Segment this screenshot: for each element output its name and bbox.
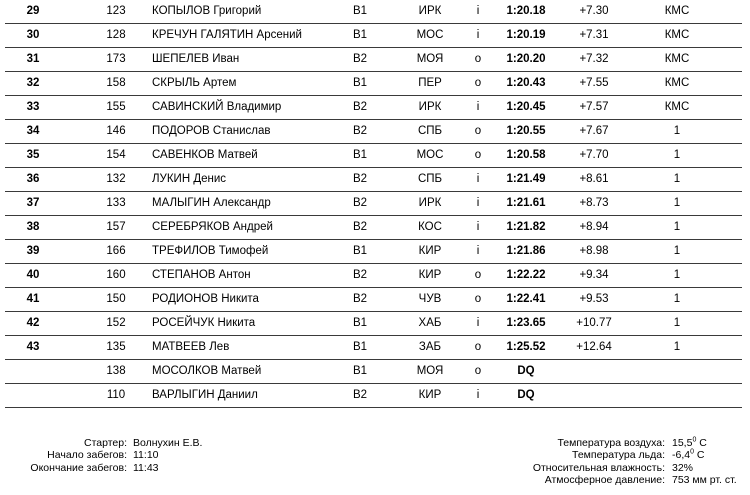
cell-bib: 150	[106, 293, 126, 305]
cell-time: 1:21.61	[506, 197, 546, 209]
cell-region: ЗАБ	[418, 341, 442, 353]
table-row	[0, 192, 750, 216]
cell-time: 1:21.86	[506, 245, 546, 257]
table-row	[0, 96, 750, 120]
footer-value: 753 мм рт. ст.	[672, 474, 737, 487]
cell-time: 1:20.43	[506, 77, 546, 89]
cell-name: КРЕЧУН ГАЛЯТИН Арсений	[152, 29, 302, 41]
cell-time: 1:20.55	[506, 125, 546, 137]
cell-qualification: КМС	[664, 5, 690, 17]
row-separator	[5, 407, 742, 408]
cell-rank: 30	[26, 29, 40, 41]
cell-name: ВАРЛЫГИН Даниил	[152, 389, 258, 401]
table-row	[0, 48, 750, 72]
cell-lane: o	[474, 77, 482, 89]
cell-group: B2	[352, 269, 368, 281]
footer-value-number: -6,4	[672, 449, 691, 462]
cell-name: СЕРЕБРЯКОВ Андрей	[152, 221, 273, 233]
cell-bib: 128	[106, 29, 126, 41]
cell-time: 1:25.52	[506, 341, 546, 353]
cell-rank: 42	[26, 317, 40, 329]
cell-region: КИР	[418, 269, 442, 281]
footer-value: 32%	[672, 461, 694, 474]
cell-qualification: 1	[673, 341, 681, 353]
cell-lane: o	[474, 365, 482, 377]
cell-diff: +7.32	[579, 53, 609, 65]
footer-label: Относительная влажность:	[532, 461, 665, 474]
cell-group: B1	[352, 29, 368, 41]
footer-value-unit: C	[694, 449, 705, 462]
cell-group: B2	[352, 125, 368, 137]
cell-bib: 158	[106, 77, 126, 89]
cell-lane: i	[476, 221, 480, 233]
cell-rank: 38	[26, 221, 40, 233]
cell-time: 1:22.41	[506, 293, 546, 305]
cell-lane: i	[476, 389, 480, 401]
cell-region: СПБ	[417, 125, 443, 137]
cell-time: 1:21.49	[506, 173, 546, 185]
cell-lane: o	[474, 269, 482, 281]
table-row	[0, 72, 750, 96]
cell-region: КИР	[418, 245, 442, 257]
cell-bib: 138	[106, 365, 126, 377]
cell-qualification: 1	[673, 245, 681, 257]
table-row	[0, 360, 750, 384]
cell-qualification: 1	[673, 221, 681, 233]
cell-diff	[570, 360, 618, 383]
cell-qualification: КМС	[664, 77, 690, 89]
cell-rank	[18, 360, 48, 383]
table-row	[0, 288, 750, 312]
footer-value: Волнухин Е.В.	[133, 437, 203, 449]
cell-name: РОДИОНОВ Никита	[152, 293, 259, 305]
cell-rank: 37	[26, 197, 40, 209]
table-row	[0, 0, 750, 24]
cell-diff: +7.70	[579, 149, 609, 161]
cell-lane: o	[474, 149, 482, 161]
cell-group: B1	[352, 245, 368, 257]
table-row	[0, 336, 750, 360]
footer-label: Температура воздуха:	[557, 437, 665, 449]
cell-time: 1:20.45	[506, 101, 546, 113]
cell-region: МОС	[416, 29, 444, 41]
cell-name: МОСОЛКОВ Матвей	[152, 365, 262, 377]
cell-diff	[570, 384, 618, 407]
cell-lane: i	[476, 29, 480, 41]
cell-name: ЛУКИН Денис	[152, 173, 227, 185]
cell-bib: 154	[106, 149, 126, 161]
cell-region: МОЯ	[416, 365, 444, 377]
cell-time: 1:21.82	[506, 221, 546, 233]
footer-value: 11:43	[133, 461, 159, 474]
cell-group: B2	[352, 197, 368, 209]
cell-region: СПБ	[417, 173, 443, 185]
cell-qualification: 1	[673, 197, 681, 209]
cell-diff: +7.30	[579, 5, 609, 17]
footer-value-number: 15,5	[672, 437, 693, 449]
cell-bib: 123	[106, 5, 126, 17]
cell-bib: 173	[106, 53, 126, 65]
cell-region: КИР	[418, 389, 442, 401]
table-row	[0, 264, 750, 288]
cell-time: 1:22.22	[506, 269, 546, 281]
cell-diff: +8.73	[579, 197, 609, 209]
cell-region: ИРК	[418, 5, 442, 17]
cell-time: 1:20.19	[506, 29, 546, 41]
cell-name: РОСЕЙЧУК Никита	[152, 317, 256, 329]
cell-time: DQ	[517, 389, 535, 401]
cell-qualification: КМС	[664, 53, 690, 65]
cell-name: ТРЕФИЛОВ Тимофей	[152, 245, 269, 257]
cell-rank: 31	[26, 53, 40, 65]
cell-lane: i	[476, 245, 480, 257]
table-row	[0, 240, 750, 264]
cell-diff: +7.31	[579, 29, 609, 41]
cell-time: 1:23.65	[506, 317, 546, 329]
cell-diff: +12.64	[576, 341, 612, 353]
cell-diff: +9.34	[579, 269, 609, 281]
cell-region: ИРК	[418, 197, 442, 209]
cell-bib: 157	[106, 221, 126, 233]
cell-rank: 34	[26, 125, 40, 137]
cell-qualification	[648, 360, 706, 383]
cell-lane: o	[474, 53, 482, 65]
cell-group: B2	[352, 221, 368, 233]
cell-rank: 36	[26, 173, 40, 185]
cell-group: B1	[352, 77, 368, 89]
cell-group: B2	[352, 53, 368, 65]
cell-group: B1	[352, 341, 368, 353]
cell-time: 1:20.18	[506, 5, 546, 17]
cell-group: B1	[352, 149, 368, 161]
table-row	[0, 168, 750, 192]
table-row	[0, 120, 750, 144]
cell-time: DQ	[517, 365, 535, 377]
cell-bib: 160	[106, 269, 126, 281]
cell-lane: o	[474, 293, 482, 305]
cell-region: ПЕР	[418, 77, 442, 89]
cell-qualification: 1	[673, 293, 681, 305]
cell-qualification: КМС	[664, 101, 690, 113]
cell-time: 1:20.58	[506, 149, 546, 161]
footer-value-unit: C	[696, 437, 707, 449]
cell-region: ХАБ	[418, 317, 442, 329]
cell-rank	[18, 384, 48, 407]
cell-diff: +7.57	[579, 101, 609, 113]
cell-name: САВИНСКИЙ Владимир	[152, 101, 282, 113]
cell-region: ИРК	[418, 101, 442, 113]
cell-group: B2	[352, 293, 368, 305]
cell-qualification: 1	[673, 149, 681, 161]
cell-group: B1	[352, 5, 368, 17]
cell-rank: 29	[26, 5, 40, 17]
cell-diff: +8.98	[579, 245, 609, 257]
cell-qualification	[648, 384, 706, 407]
cell-qualification: 1	[673, 269, 681, 281]
cell-diff: +7.55	[579, 77, 609, 89]
table-row	[0, 24, 750, 48]
cell-diff: +8.61	[579, 173, 609, 185]
cell-lane: i	[476, 173, 480, 185]
cell-rank: 41	[26, 293, 40, 305]
cell-qualification: 1	[673, 125, 681, 137]
degree-superscript: 0	[692, 436, 697, 444]
cell-rank: 33	[26, 101, 40, 113]
cell-lane: i	[476, 197, 480, 209]
cell-name: СКРЫЛЬ Артем	[152, 77, 237, 89]
footer-label: Температура льда:	[572, 449, 665, 462]
cell-group: B2	[352, 101, 368, 113]
footer-info	[0, 437, 750, 495]
footer-label: Начало забегов:	[47, 449, 127, 462]
cell-name: ШЕПЕЛЕВ Иван	[152, 53, 240, 65]
cell-time: 1:20.20	[506, 53, 546, 65]
cell-lane: i	[476, 317, 480, 329]
cell-diff: +9.53	[579, 293, 609, 305]
cell-bib: 132	[106, 173, 126, 185]
cell-name: САВЕНКОВ Матвей	[152, 149, 258, 161]
cell-bib: 146	[106, 125, 126, 137]
cell-name: МАТВЕЕВ Лев	[152, 341, 230, 353]
table-row	[0, 312, 750, 336]
cell-rank: 43	[26, 341, 40, 353]
footer-label: Стартер:	[83, 437, 127, 449]
cell-qualification: 1	[673, 317, 681, 329]
cell-qualification: 1	[673, 173, 681, 185]
cell-name: СТЕПАНОВ Антон	[152, 269, 251, 281]
footer-value	[672, 449, 705, 461]
cell-bib: 135	[106, 341, 126, 353]
footer-label: Атмосферное давление:	[544, 474, 665, 487]
footer-value	[672, 437, 707, 449]
cell-lane: i	[476, 101, 480, 113]
cell-group: B2	[352, 389, 368, 401]
footer-value: 11:10	[133, 449, 159, 462]
cell-name: КОПЫЛОВ Григорий	[152, 5, 262, 17]
cell-rank: 40	[26, 269, 40, 281]
cell-rank: 32	[26, 77, 40, 89]
cell-region: ЧУВ	[418, 293, 442, 305]
cell-qualification: КМС	[664, 29, 690, 41]
table-row	[0, 144, 750, 168]
cell-group: B2	[352, 173, 368, 185]
cell-diff: +8.94	[579, 221, 609, 233]
table-row	[0, 384, 750, 408]
cell-group: B1	[352, 317, 368, 329]
table-row	[0, 216, 750, 240]
footer-label: Окончание забегов:	[30, 461, 127, 474]
cell-rank: 35	[26, 149, 40, 161]
cell-bib: 152	[106, 317, 126, 329]
degree-superscript: 0	[690, 448, 694, 456]
cell-name: МАЛЫГИН Александр	[152, 197, 271, 209]
cell-region: МОС	[416, 149, 444, 161]
cell-bib: 110	[106, 389, 126, 401]
cell-region: МОЯ	[416, 53, 444, 65]
cell-bib: 155	[106, 101, 126, 113]
cell-bib: 166	[106, 245, 126, 257]
cell-region: КОС	[418, 221, 442, 233]
cell-lane: o	[474, 341, 482, 353]
cell-lane: i	[476, 5, 480, 17]
cell-diff: +7.67	[579, 125, 609, 137]
cell-lane: o	[474, 125, 482, 137]
cell-rank: 39	[26, 245, 40, 257]
cell-name: ПОДОРОВ Станислав	[152, 125, 271, 137]
cell-group: B1	[352, 365, 368, 377]
cell-diff: +10.77	[576, 317, 612, 329]
cell-bib: 133	[106, 197, 126, 209]
